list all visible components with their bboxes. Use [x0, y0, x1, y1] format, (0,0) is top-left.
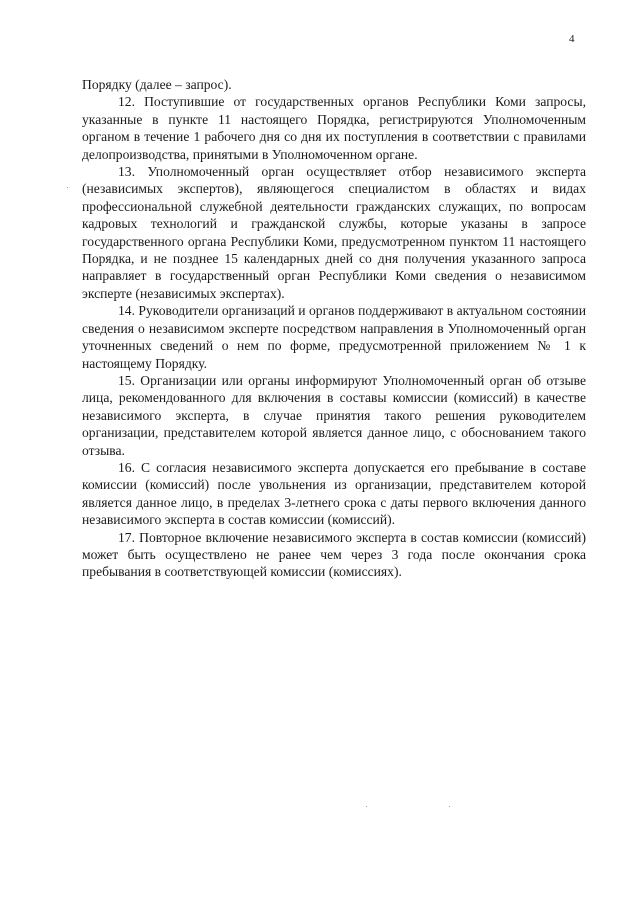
paragraph-12: 12. Поступившие от государственных органов Республики Коми запросы, указанные в пункте 11 настоящего Порядка, регистрируются Уполномоченным органом в течение 1 рабочего дня со дня их поступления в соответствии с правилами делопроизводства, принятыми в Уполномоченном органе.	[82, 94, 586, 162]
paragraph-15: 15. Организации или органы информируют Уполномоченный орган об отзыве лица, рекомендованного для включения в составы комиссии (комиссий) в качестве независимого эксперта, в случае принятия такого решения руководителем организации, представителем которой является данное лицо, с обоснованием такого отзыва.	[82, 372, 586, 458]
paragraph-continuation: Порядку (далее – запрос).	[82, 77, 232, 92]
paragraph-13: 13. Уполномоченный орган осуществляет отбор независимого эксперта (независимых экспертов), являющегося специалистом в областях и видах профессиональной служебной деятельности гражданских служащих, по вопросам кадровых технологий и гражданской службы, которые указаны в запросе государственного органа Республики Коми, предусмотренном пунктом 11 настоящего Порядка, и не позднее 15 календарных дней со дня получения указанного запроса направляет в государственный орган Республики Коми сведения о независимом эксперте (независимых экспертах).	[82, 164, 586, 301]
document-body	[82, 76, 586, 581]
paragraph-16: 16. С согласия независимого эксперта допускается его пребывание в составе комиссии (комиссий) после увольнения из организации, представителем которой является данное лицо, в пределах 3-летнего срока с даты первого включения данного независимого эксперта в состав комиссии (комиссий).	[82, 459, 586, 528]
page-number: 4	[569, 33, 575, 45]
paragraph-17: 17. Повторное включение независимого эксперта в состав комиссии (комиссий) может быть осуществлено не ранее чем через 3 года после окончания срока пребывания в соответствующей комиссии (комиссиях).	[82, 529, 586, 580]
scan-speck	[67, 187, 68, 188]
scan-speck	[449, 806, 450, 807]
scan-speck	[366, 806, 367, 807]
paragraph-14: 14. Руководители организаций и органов поддерживают в актуальном состоянии сведения о независимом эксперте посредством направления в Уполномоченный орган уточненных сведений о нем по форме, предусмотренной приложением № 1 к настоящему Порядку.	[82, 303, 586, 371]
